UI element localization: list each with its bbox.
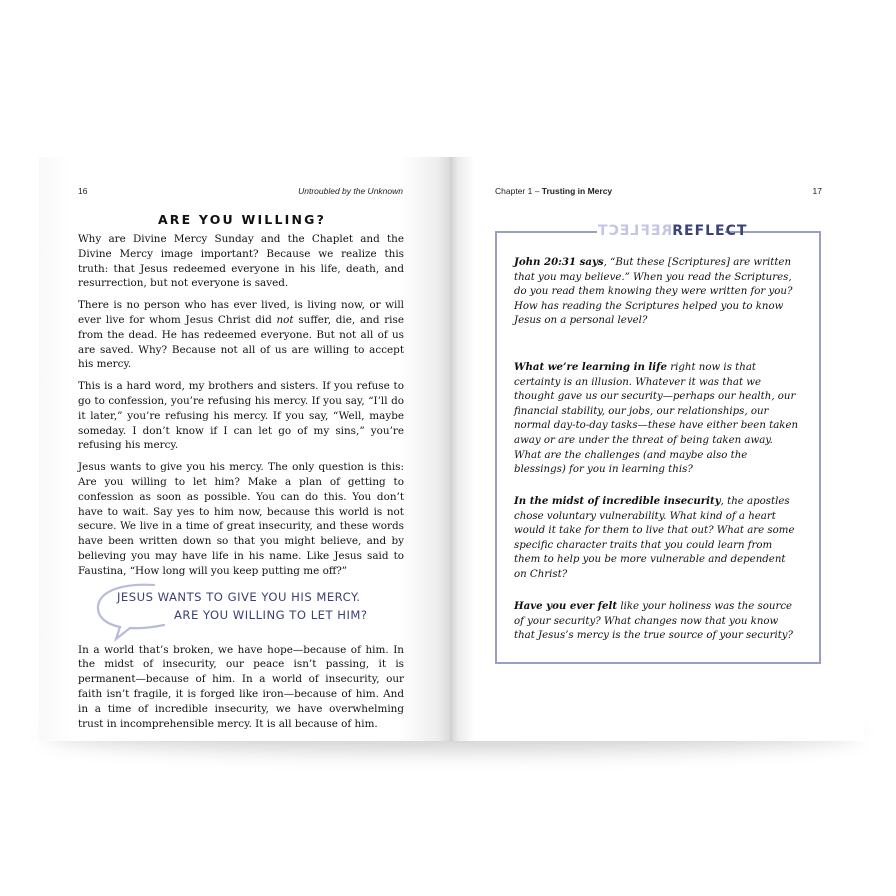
reflect-label: REFLECT xyxy=(672,223,748,239)
left-page-number: 16 xyxy=(78,186,88,196)
emphasis-not: not xyxy=(276,313,294,326)
callout-line-2: ARE YOU WILLING TO LET HIM? xyxy=(174,607,368,622)
reflection-prompt-2: What we’re learning in life right now is that certainty is an illusion. Whatever it was that we thought gave us our security—perhaps our health, our financial stability, our jobs, our relationships, our normal day-to-day tasks—these have either been taken away or are under the threat of being taken away. What are the challenges (and maybe also the blessings) for you in learning this? xyxy=(514,361,799,476)
pull-quote-callout xyxy=(78,587,404,637)
reflection-prompt-1: John 20:31 says, “But these [Scriptures] are written that you may believe.” When you read the Scriptures, do you read them knowing they were written for you? How has reading the Scriptures helped you to know Jesus on a personal level? xyxy=(514,256,793,327)
reflection-prompt-3: In the midst of incredible insecurity, the apostles chose voluntary vulnerability. What kind of a heart would it take for them to live that out? What are some specific character traits that you could learn from them to help you be more vulnerable and dependent on Christ? xyxy=(514,495,795,580)
reflection-prompt-4: Have you ever felt like your holiness was the source of your security? What changes now that you know that Jesus’s mercy is the true source of your security? xyxy=(514,600,794,642)
reflection-prompts xyxy=(514,255,799,644)
callout-line-1: JESUS WANTS TO GIVE YOU HIS MERCY. xyxy=(117,589,361,604)
reflect-mirror-text: REFLECT xyxy=(597,223,673,239)
right-page-number: 17 xyxy=(812,186,822,196)
reflect-logo xyxy=(597,219,748,243)
left-page xyxy=(39,157,450,741)
paragraph-3: This is a hard word, my brothers and sisters. If you refuse to go to confession, you’re refusing his mercy. If you say, “I’ll do it later,” you’re refusing his mercy. If you say, “Well, maybe someday. I don’t know if I can let go of my sins,” you’re refusing his mercy. xyxy=(78,380,404,452)
open-book xyxy=(39,157,864,741)
paragraph-1: Why are Divine Mercy Sunday and the Chaplet and the Divine Mercy image important? Because we realize this truth: that Jesus redeemed everyone in his life, death, and resurrection, but not everyone is saved. xyxy=(78,233,404,290)
left-body-text xyxy=(78,232,404,738)
paragraph-2: There is no person who has ever lived, is living now, or will ever live for whom Jesus Christ did not suffer, die, and rise from the dead. He has redeemed everyone. But not all of us are saved. Why? Because not all of us are willing to accept his mercy. xyxy=(78,299,404,371)
closing-paragraph: In a world that’s broken, we have hope—because of him. In the midst of insecurity, our peace isn’t passing, it is permanent—because of him. In a world of insecurity, our faith isn’t fragile, it is forged like iron—because of him. And in a time of incredible insecurity, we have overwhelming trust in incomprehensible mercy. It is all because of him. xyxy=(78,643,404,730)
section-title: ARE YOU WILLING? xyxy=(157,212,327,227)
left-running-head: Untroubled by the Unknown xyxy=(298,186,403,196)
right-running-head: Chapter 1 – Trusting in Mercy xyxy=(495,186,613,196)
right-page xyxy=(450,157,864,741)
paragraph-4: Jesus wants to give you his mercy. The only question is this: Are you willing to let him? Make a plan of getting to confession as soon as possible. You can do this. You don’t have to wait. Say yes to him now, because this world is not secure. We live in a time of great insecurity, and these words have been written down so that you might believe, and by believing you may have life in his name. Like Jesus said to Faustina, “How long will you keep putting me off?” xyxy=(78,461,404,577)
